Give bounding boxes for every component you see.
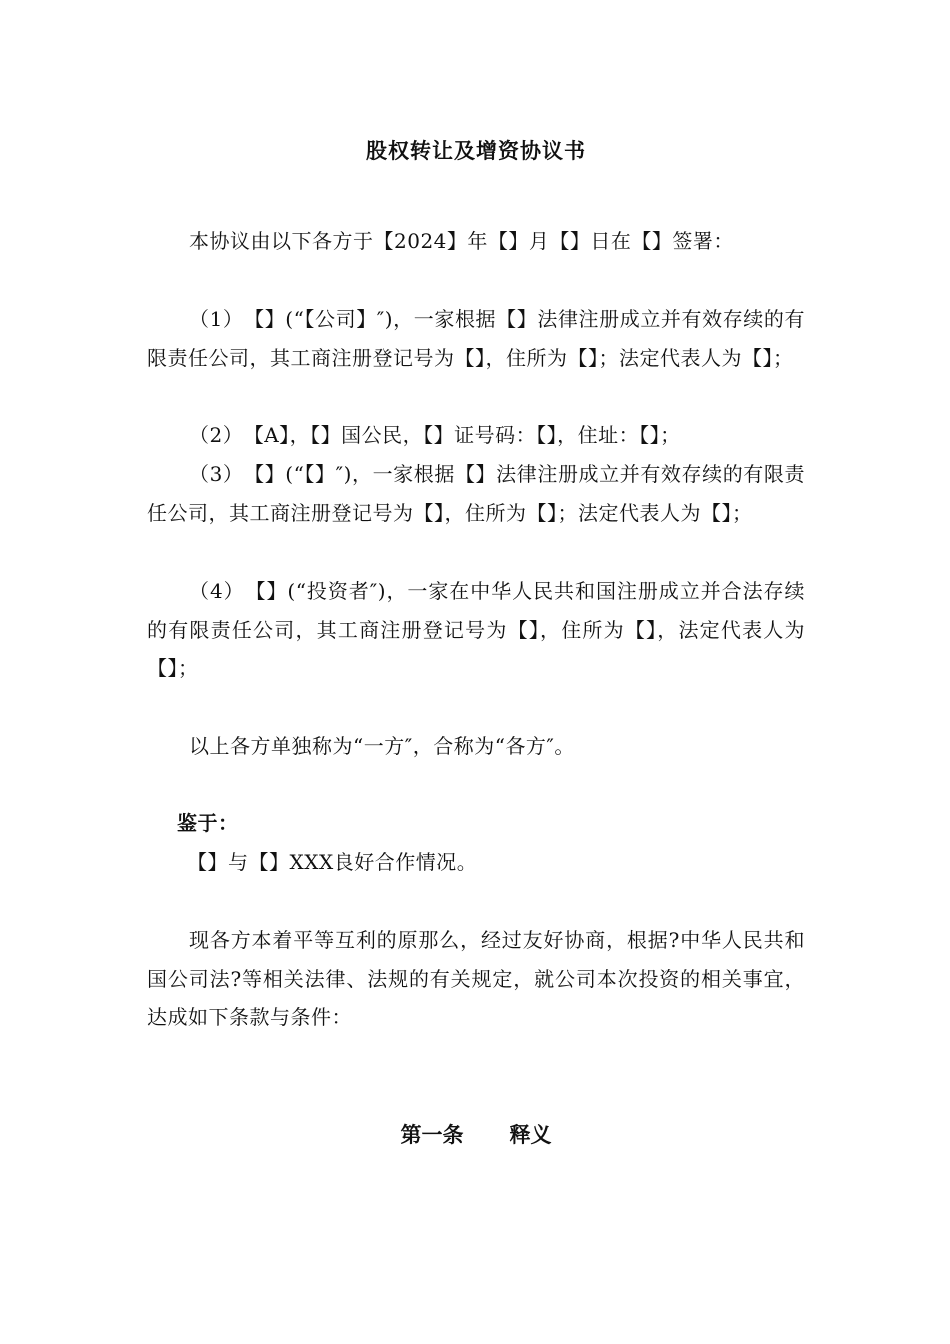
party-1-paragraph: （1） 【】(“【公司】″)，一家根据【】法律注册成立并有效存续的有限责任公司，其工商注册登记号为【】，住所为【】；法定代表人为【】； [147, 307, 805, 370]
document-title: 股权转让及增资协议书 [366, 138, 586, 163]
collective-definition-paragraph: 以上各方单独称为“一方″，合称为“各方″。 [189, 734, 575, 758]
party-2-paragraph: （2） 【A】，【】国公民，【】证号码：【】，住址：【】； [189, 423, 681, 447]
party-3-paragraph: （3） 【】(“【】″)，一家根据【】法律注册成立并有效存续的有限责任公司，其工商注册登记号为【】，住所为【】；法定代表人为【】； [147, 462, 805, 525]
whereas-text: 【】与【】XXX良好合作情况。 [187, 850, 478, 874]
party-4-paragraph: （4） 【】(“投资者″)，一家在中华人民共和国注册成立并合法存续的有限责任公司，其工商注册登记号为【】，住所为【】，法定代表人为【】； [147, 579, 805, 680]
agreement-paragraph: 现各方本着平等互利的原那么，经过友好协商，根据?中华人民共和国公司法?等相关法律、法规的有关规定，就公司本次投资的相关事宜，达成如下条款与条件： [147, 928, 805, 1029]
article-1-heading [147, 1120, 805, 1150]
article-1-title: 释义 [509, 1122, 552, 1147]
intro-paragraph: 本协议由以下各方于【2024】年【】月【】日在【】签署： [189, 229, 734, 253]
article-1-number: 第一条 [400, 1122, 464, 1147]
whereas-label: 鉴于： [177, 811, 239, 835]
